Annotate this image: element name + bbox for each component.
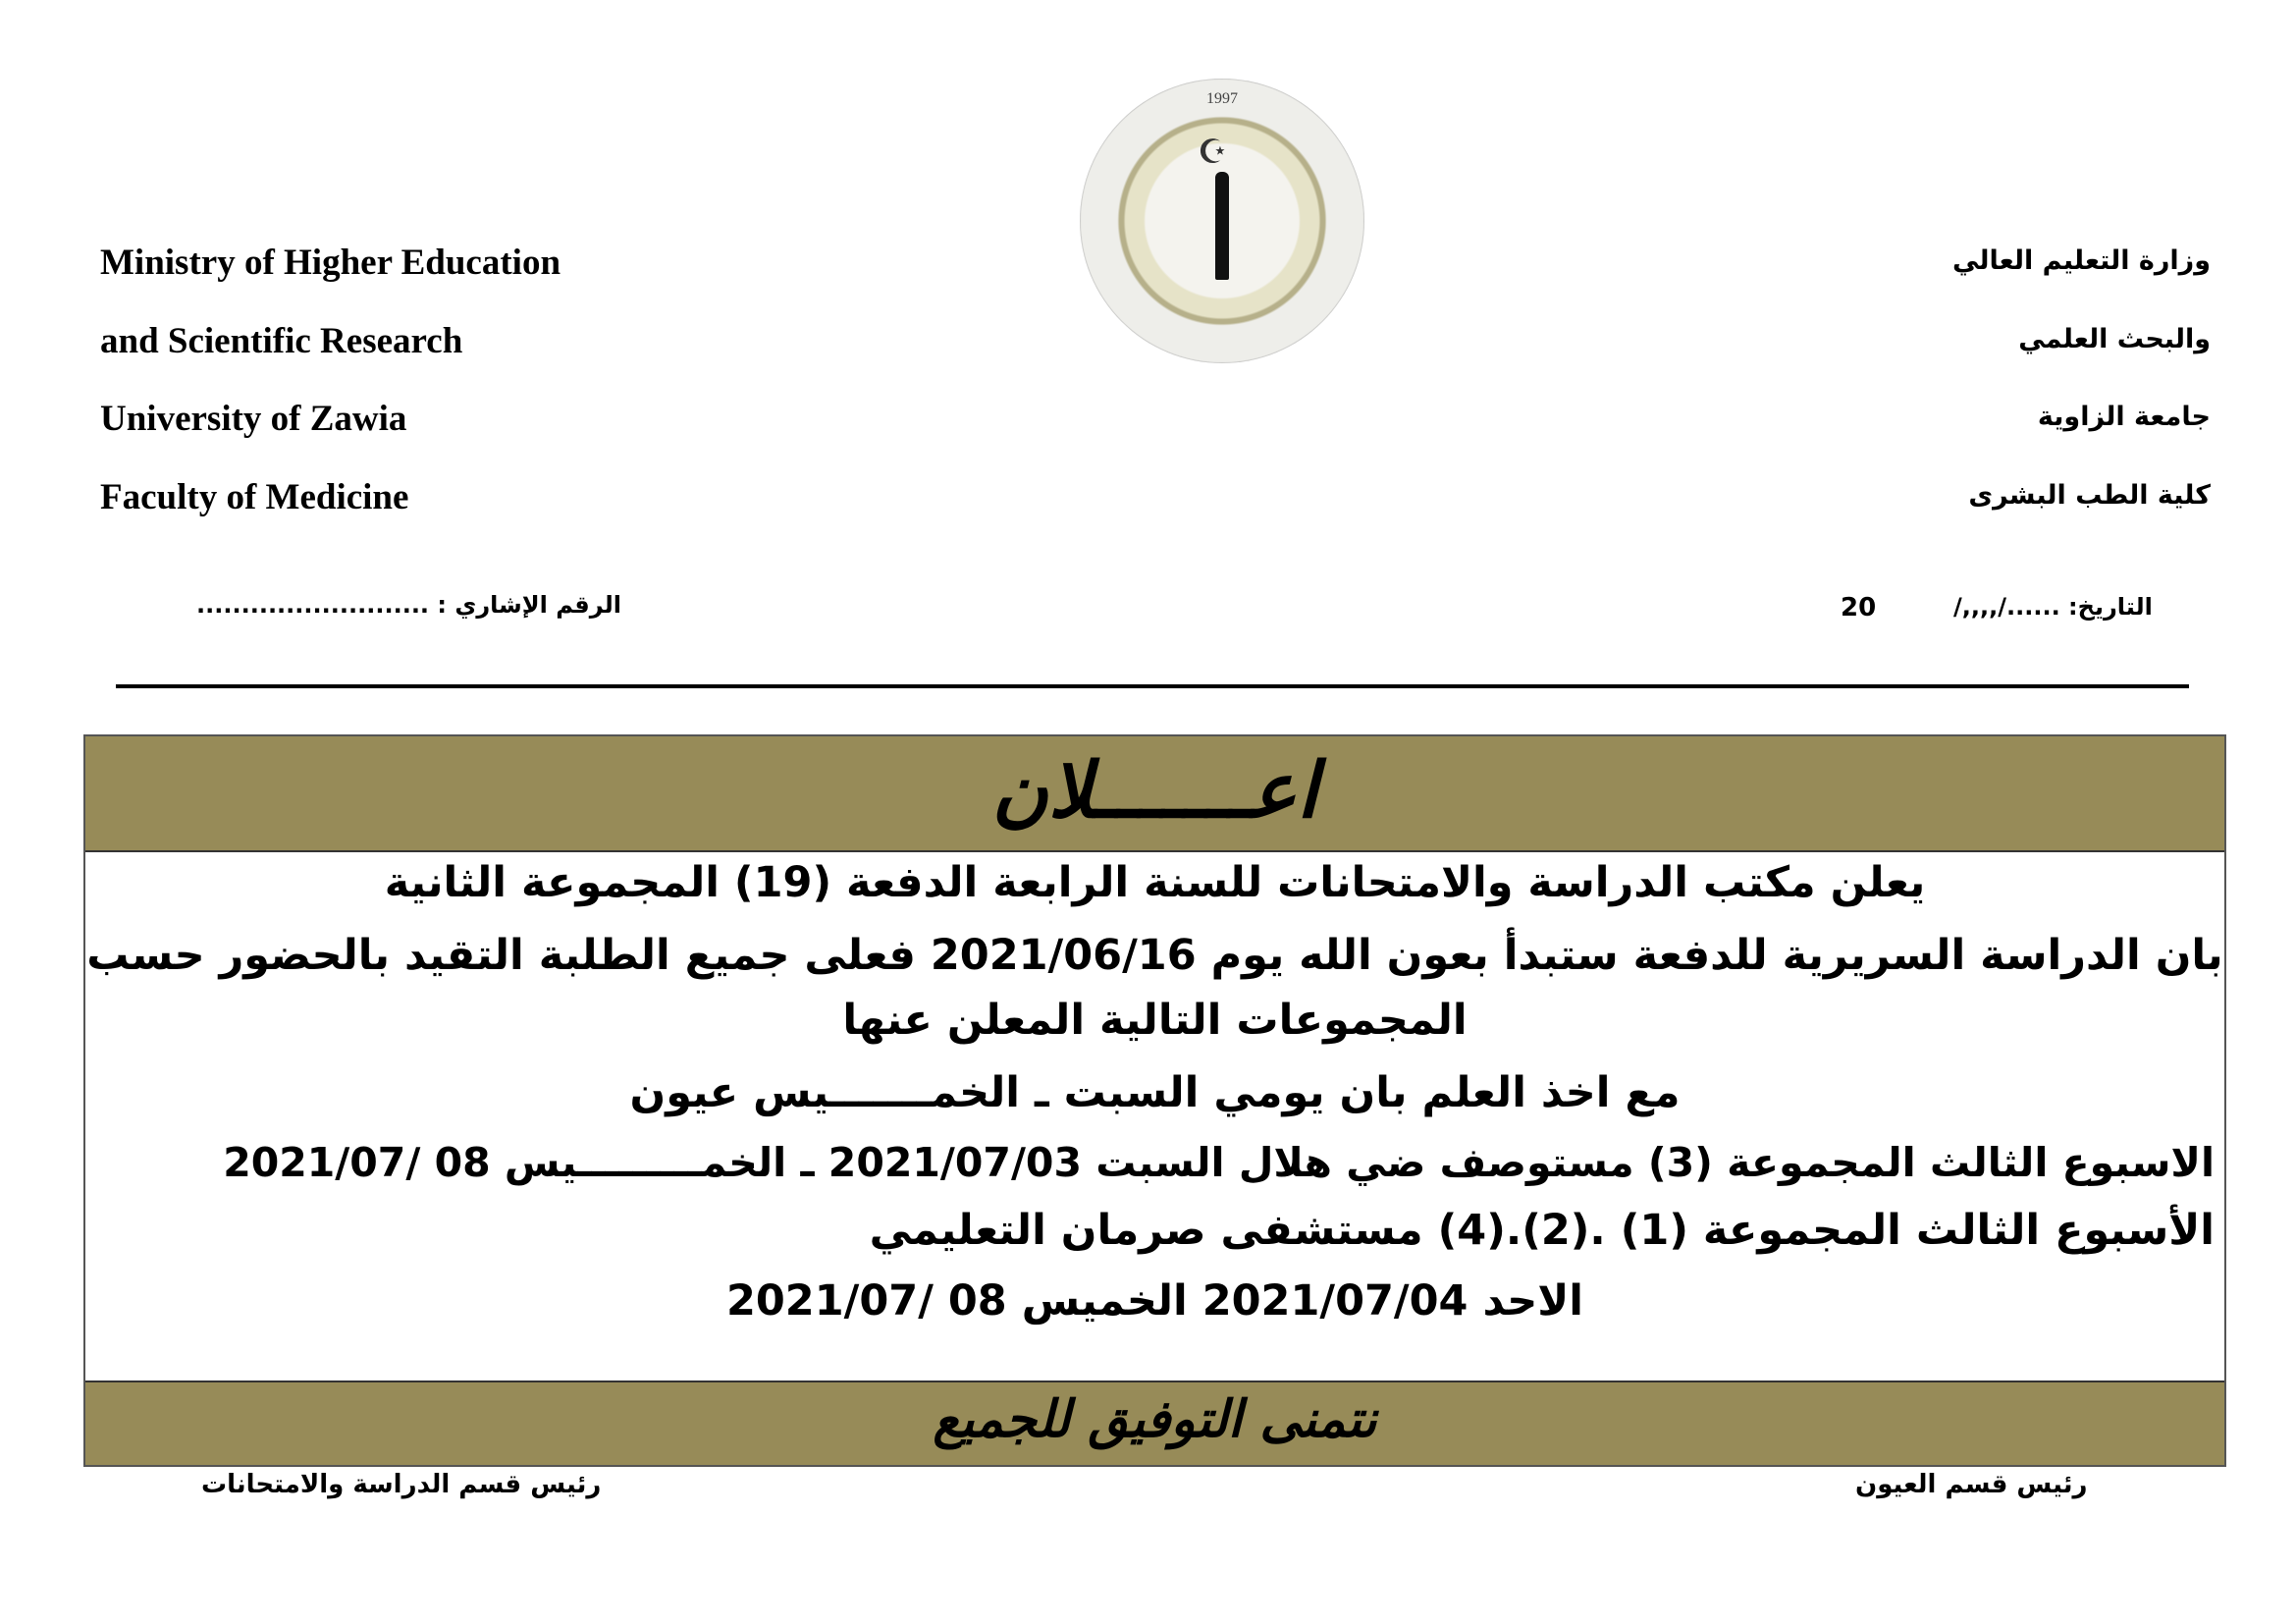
closing-band [85, 1380, 2224, 1465]
crescent-star-icon: ☪ [1198, 133, 1228, 172]
ministry-en: Ministry of Higher Education [100, 243, 561, 283]
ministry-ar: وزارة التعليم العالي [1952, 245, 2211, 276]
pen-icon [1215, 172, 1229, 280]
faculty-en: Faculty of Medicine [100, 477, 409, 517]
header-divider [116, 684, 2189, 688]
notice-line-2: بان الدراسة السريرية للدفعة ستبدأ بعون الله يوم 2021/06/16 فعلى جميع الطلبة التقيد بالحضور حسب [86, 931, 2223, 980]
notice-line-6: الأسبوع الثالث المجموعة (1) .(2).(4) مستشفى صرمان التعليمي [869, 1206, 2215, 1255]
announcement-title-band [85, 736, 2224, 852]
closing-text: نتمنى التوفيق للجميع [933, 1390, 1377, 1449]
notice-line-5: الاسبوع الثالث المجموعة (3) مستوصف ضي هلال السبت 2021/07/03 ـ الخمـــــــــيس 08 /2021/07 [223, 1139, 2215, 1186]
reference-number-label: الرقم الإشاري : .......................... [196, 591, 621, 619]
university-en: University of Zawia [100, 399, 407, 439]
announcement-box [83, 734, 2226, 1467]
date-label: التاريخ: ....../,,,,/ [1953, 593, 2153, 621]
notice-line-1: يعلن مكتب الدراسة والامتحانات للسنة الرابعة الدفعة (19) المجموعة الثانية [384, 858, 1926, 907]
signature-ophthalmology-head: رئيس قسم العيون [1855, 1470, 2088, 1499]
signature-study-exams-head: رئيس قسم الدراسة والامتحانات [201, 1470, 602, 1499]
research-en: and Scientific Research [100, 321, 463, 361]
university-seal-logo [1080, 79, 1364, 363]
university-ar: جامعة الزاوية [2037, 402, 2211, 432]
date-year: 20 [1841, 593, 1877, 623]
notice-line-7: الاحد 2021/07/04 الخميس 08 /2021/07 [725, 1276, 1584, 1326]
faculty-ar: كلية الطب البشرى [1968, 480, 2211, 511]
research-ar: والبحث العلمي [2018, 324, 2211, 354]
notice-line-3: المجموعات التالية المعلن عنها [842, 996, 1468, 1045]
seal-year: 1997 [1206, 90, 1238, 107]
notice-line-4: مع اخذ العلم بان يومي السبت ـ الخمـــــــيس عيون [629, 1068, 1681, 1117]
announcement-title: اعـــــــلان [991, 746, 1318, 836]
